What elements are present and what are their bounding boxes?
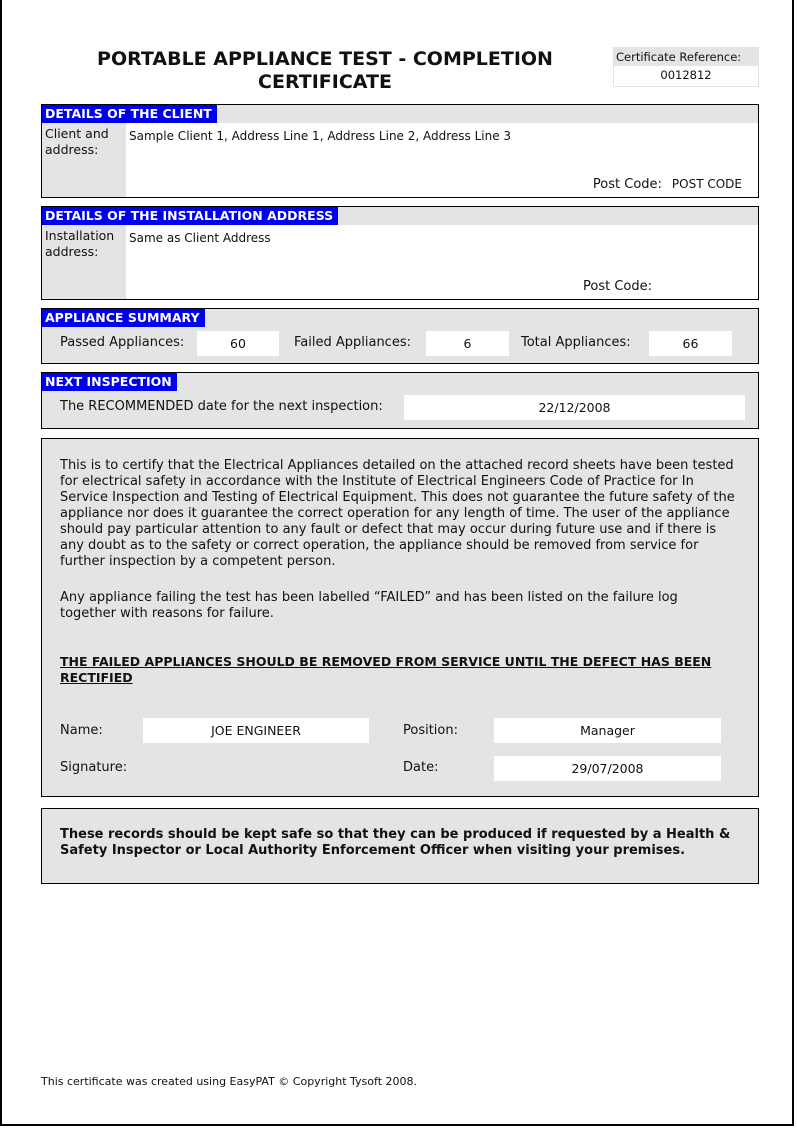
certificate-reference-label: Certificate Reference: [616, 50, 742, 64]
failed-label: Failed Appliances: [294, 335, 411, 350]
next-inspection-label: The RECOMMENDED date for the next inspection: [60, 399, 383, 414]
installation-section [41, 206, 759, 300]
installation-postcode-label: Post Code: [583, 279, 652, 294]
next-inspection-section [41, 372, 759, 429]
failed-warning: THE FAILED APPLIANCES SHOULD BE REMOVED FROM SERVICE UNTIL THE DEFECT HAS BEEN RECTIFIED [60, 654, 712, 685]
next-inspection-header: NEXT INSPECTION [42, 373, 177, 391]
installation-section-header: DETAILS OF THE INSTALLATION ADDRESS [42, 207, 338, 225]
page-title: PORTABLE APPLIANCE TEST - COMPLETION CERTIFICATE [97, 48, 553, 93]
records-note: These records should be kept safe so that they can be produced if requested by a Health & Safety Inspector or Local Authority Enforcement Officer when visiting your premises. [60, 827, 731, 858]
certificate-reference-value: 0012812 [614, 66, 758, 86]
client-address: Sample Client 1, Address Line 1, Address Line 2, Address Line 3 [129, 129, 512, 143]
position-field: Manager [494, 718, 721, 743]
certification-section [41, 438, 759, 797]
total-count: 66 [649, 331, 732, 356]
client-postcode: POST CODE [671, 177, 742, 191]
position-label: Position: [403, 723, 458, 738]
client-address-label: Client and address: [45, 126, 109, 157]
installation-address: Same as Client Address [129, 231, 271, 245]
client-section-header: DETAILS OF THE CLIENT [42, 105, 217, 123]
name-field: JOE ENGINEER [143, 718, 369, 743]
failure-paragraph: Any appliance failing the test has been labelled “FAILED” and has been listed on the failure log together with reasons for failure. [60, 590, 678, 621]
signature-label: Signature: [60, 760, 128, 775]
date-field: 29/07/2008 [494, 756, 721, 781]
client-postcode-label: Post Code: [592, 177, 662, 192]
failed-count: 6 [426, 331, 509, 356]
passed-label: Passed Appliances: [60, 335, 185, 350]
passed-count: 60 [197, 331, 279, 356]
footer-copyright: This certificate was created using EasyPAT © Copyright Tysoft 2008. [41, 1075, 417, 1088]
installation-address-label: Installation address: [45, 228, 115, 259]
certification-paragraph: This is to certify that the Electrical Appliances detailed on the attached record sheets have been tested for electrical safety in accordance with the Institute of Electrical Engineers Code of Practice for In Service Inspection and Testing of Electrical Equipment. This does not guarantee the future safety of the appliance nor does it guarantee the correct operation for any length of time. The user of the appliance should pay particular attention to any fault or defect that may occur during future use and if there is any doubt as to the safety or correct operation, the appliance should be removed from service for further inspection by a competent person. [60, 458, 735, 569]
summary-header: APPLIANCE SUMMARY [42, 309, 205, 327]
date-label: Date: [403, 760, 439, 775]
records-note-section [41, 808, 759, 884]
certificate-reference [613, 47, 759, 87]
client-section [41, 104, 759, 198]
next-inspection-date: 22/12/2008 [404, 395, 745, 420]
total-label: Total Appliances: [521, 335, 631, 350]
name-label: Name: [60, 723, 103, 738]
appliance-summary-section [41, 308, 759, 364]
